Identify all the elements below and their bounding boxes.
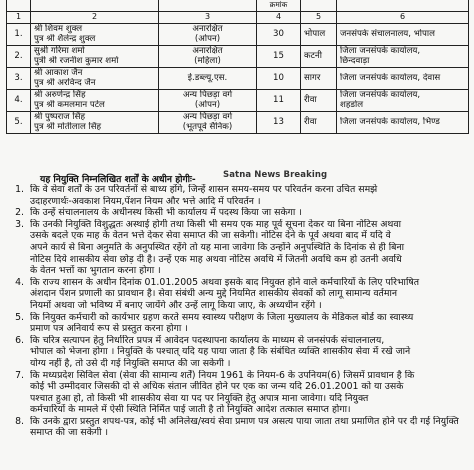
condition-clause xyxy=(2,416,470,439)
clause-text xyxy=(30,370,470,416)
clause-line: कि नियुक्त कर्मचारी को कार्यभार ग्रहण करते समय स्वास्थ्य परीक्षण के जिला मुख्यालय के मेडिकल बोर्ड का स्वास्थ्य xyxy=(30,311,414,323)
merit-number: 11 xyxy=(273,94,284,105)
place-text: रीवा xyxy=(304,94,317,105)
serial-cell xyxy=(7,111,31,133)
name-line-1: सुश्री गरिमा शर्मा xyxy=(34,45,85,56)
conditions-heading: यह नियुक्ति निम्नलिखित शर्तों के अधीन होगीः- xyxy=(40,174,196,185)
table-number-header-row xyxy=(7,11,469,23)
category-line-2: (ओपन) xyxy=(194,100,221,110)
top-header-cell xyxy=(301,0,337,11)
top-header-cell xyxy=(7,0,31,11)
name-cell xyxy=(31,23,159,45)
clause-line: कोई भी उम्मीदवार जिसकी दो से अधिक संतान जीवित होने पर एक का जन्म यदि 26.01.2001 को या उसके xyxy=(30,381,404,393)
merit-number: 30 xyxy=(273,28,284,39)
office-line-1: जिला जनसंपर्क कार्यालय, xyxy=(340,45,421,56)
category-line-1: अनारक्षित xyxy=(192,45,223,56)
name-cell xyxy=(31,67,159,89)
category-line-1: अन्य पिछड़ा वर्ग xyxy=(182,111,233,122)
name-line-1: श्री पुष्पराज सिंह xyxy=(34,111,86,122)
condition-clause xyxy=(2,219,470,277)
clause-line: कि उनके द्वारा प्रस्तुत शपथ-पत्र, कोई भी अनिलेख/स्वयं सेवा प्रमाण पत्र असत्य पाया जाता तथा प्रमाणित होने पर दी गई नियुक्ति xyxy=(30,415,459,427)
table-top-header-row xyxy=(7,0,469,11)
table-row xyxy=(7,111,469,133)
category-cell xyxy=(159,23,257,45)
condition-clause xyxy=(2,335,470,370)
condition-clause xyxy=(2,184,470,207)
clause-number: 2. xyxy=(15,207,24,219)
category-line-2: (महिला) xyxy=(194,56,221,66)
category-cell xyxy=(159,89,257,111)
office-line-1: जिला जनसंपर्क कार्यालय, xyxy=(340,89,421,100)
clause-line: कि राज्य शासन के अधीन दिनांक 01.01.2005 अथवा इसके बाद नियुक्त होने वाले कर्मचारियों के लिए परिभाषित xyxy=(30,276,420,288)
clause-line: कि उनकी नियुक्ति विशुद्धतः अस्थाई होगी तथा किसी भी समय एक माह पूर्व सूचना देकर या बिना नोटिस अथवा xyxy=(30,218,401,230)
appointment-table xyxy=(6,0,469,134)
clause-line: कि मध्यप्रदेश सिविल सेवा (सेवा की सामान्य शर्तें) नियम 1961 के नियम-6 के उपनियम(6) जिसमें प्रावधान है कि xyxy=(30,369,415,381)
clause-text xyxy=(30,219,470,277)
office-cell xyxy=(337,89,469,111)
condition-clause xyxy=(2,370,470,416)
name-line-1: श्री आकाश जैन xyxy=(34,67,83,78)
clause-line: उसके बदले एक माह के वेतन भत्ते देकर सेवा समाप्त की जा सकेगी। नोटिस देने के पूर्व अथवा बाद में यदि वे xyxy=(30,230,391,242)
clause-line: भोपाल को भेजना होगा । नियुक्ति के पश्चात् यदि यह पाया जाता है कि संबंधित व्यक्ति शासकीय सेवा में रखे जाने xyxy=(30,346,411,358)
clause-line: कि चरित्र सत्यापन हेतु निर्धारित प्रपत्र में आवेदन पदस्थापना कार्यालय के माध्यम से जनसंपर्क संचालनालय, xyxy=(30,334,385,346)
name-cell xyxy=(31,89,159,111)
clause-number: 3. xyxy=(15,218,24,230)
clause-text xyxy=(30,312,470,335)
clause-line: कर्मचारियों के मामले में ऐसी स्थिति निर्मित पाई जाती है तो नियुक्ति आदेश तत्काल समाप्त होगा। xyxy=(30,404,351,416)
top-header-cell xyxy=(159,0,257,11)
serial-number: 4. xyxy=(14,94,23,105)
office-line-1: जनसंपर्क संचालनालय, भोपाल xyxy=(340,28,435,39)
place-cell xyxy=(301,45,337,67)
office-line-2: शहडोल xyxy=(340,100,364,110)
clause-number: 7. xyxy=(15,369,24,381)
category-cell xyxy=(159,67,257,89)
place-text: सागर xyxy=(304,72,321,83)
condition-clause xyxy=(2,207,470,219)
conditions-list xyxy=(2,184,470,439)
category-line-1: ई.डब्ल्यू.एस. xyxy=(187,72,228,83)
merit-cell xyxy=(257,45,301,67)
category-cell xyxy=(159,111,257,133)
name-line-1: श्री अरुणेन्द्र सिंह xyxy=(34,89,86,100)
office-cell xyxy=(337,23,469,45)
clause-number: 8. xyxy=(15,415,24,427)
top-header-cell: क्रमांक xyxy=(257,0,301,11)
place-cell xyxy=(301,89,337,111)
name-line-2: पुत्र श्री मोतीलाल सिंह xyxy=(34,122,102,132)
place-cell xyxy=(301,23,337,45)
clause-line: अपने कार्य से बिना अनुमति के अनुपस्थित रहेंगे तो यह माना जावेगा कि उन्होंने अनुपस्थिति के दिनांक से ही बिना xyxy=(30,241,405,253)
office-cell xyxy=(337,45,469,67)
column-number: 6 xyxy=(337,11,469,23)
clause-line: पश्चात हुआ हो, तो किसी भी शासकीय सेवा या पद पर नियुक्ति हेतु अपात्र माना जावेगा। यदि नियुक्त xyxy=(30,392,369,404)
office-line-2: छिन्दवाड़ा xyxy=(340,56,370,66)
clause-line: कि उन्हें संचालनालय के अधीनस्थ किसी भी कार्यालय में पदस्थ किया जा सकेगा । xyxy=(30,207,302,219)
clause-number: 5. xyxy=(15,311,24,323)
merit-number: 13 xyxy=(273,116,284,127)
clause-line: उदाहरणार्थः-अवकाश नियम,पेंशन नियम और भत्ते आदि में परिवर्तन । xyxy=(30,195,261,207)
serial-number: 3. xyxy=(14,72,23,83)
clause-line: कि वे सेवा शर्तों के उन परिवर्तनों से बाध्य होंगे, जिन्हें शासन समय-समय पर परिवर्तन करना उचित समझे xyxy=(30,184,378,195)
category-cell xyxy=(159,45,257,67)
clause-line: योग्य नहीं है, तो उसे दी गई नियुक्ति समाप्त की जा सकेगी । xyxy=(30,357,231,369)
serial-cell xyxy=(7,23,31,45)
watermark-text: Satna News Breaking xyxy=(223,170,328,180)
clause-line: अंशदान पेंशन प्रणाली का प्रावधान है। सेवा संबंधी अन्य मुद्दे नियमित शासकीय सेवकों को लागू सामान्य वर्तमान xyxy=(30,288,398,300)
name-line-2: पुत्र श्री कमलमान पटेल xyxy=(34,100,105,110)
column-number: 5 xyxy=(301,11,337,23)
clause-text xyxy=(30,184,470,207)
condition-clause xyxy=(2,277,470,312)
office-cell xyxy=(337,111,469,133)
serial-number: 1. xyxy=(14,28,23,39)
clause-number: 6. xyxy=(15,334,24,346)
clause-line: के वेतन भत्तों का भुगतान करना होगा । xyxy=(30,265,161,277)
category-line-1: अनारक्षित xyxy=(192,23,223,34)
clause-text xyxy=(30,416,470,439)
column-number: 1 xyxy=(7,11,31,23)
table-row xyxy=(7,45,469,67)
merit-cell xyxy=(257,111,301,133)
place-text: कटनी xyxy=(304,50,322,61)
merit-number: 10 xyxy=(273,72,284,83)
name-line-1: श्री शिवम शुक्ल xyxy=(34,23,83,34)
place-cell xyxy=(301,67,337,89)
merit-number: 15 xyxy=(273,50,284,61)
clause-text xyxy=(30,277,470,312)
name-cell xyxy=(31,45,159,67)
merit-cell xyxy=(257,23,301,45)
top-header-cell xyxy=(31,0,159,11)
table-row xyxy=(7,23,469,45)
top-header-cell xyxy=(337,0,469,11)
serial-number: 5. xyxy=(14,116,23,127)
category-line-2: (भूतपूर्व सैनिक) xyxy=(182,122,233,132)
office-line-1: जिला जनसंपर्क कार्यालय, देवास xyxy=(340,72,441,83)
office-cell xyxy=(337,67,469,89)
place-cell xyxy=(301,111,337,133)
clause-line: नोटिस दिये शासकीय सेवा छोड़ दी है। उन्हें एक माह अथवा नोटिस अवधि में जितनी अवधि कम हो उतनी अवधि xyxy=(30,253,402,265)
category-line-2: (ओपन) xyxy=(194,34,221,44)
merit-cell xyxy=(257,67,301,89)
clause-line: समाप्त की जा सकेगी । xyxy=(30,427,109,439)
place-text: भोपाल xyxy=(304,28,326,39)
clause-number: 1. xyxy=(15,184,24,195)
column-number: 4 xyxy=(257,11,301,23)
serial-cell xyxy=(7,89,31,111)
clause-line: नियमों अथवा जो भविष्य में बनाए जायेंगे और उन्हें लागू किया जाए, के अध्यधीन रहेंगे । xyxy=(30,299,322,311)
column-number: 2 xyxy=(31,11,159,23)
name-line-2: पुत्री श्री रजनीश कुमार शर्मा xyxy=(34,56,119,66)
name-line-2: पुत्र श्री शैलेन्द्र शुक्ल xyxy=(34,34,96,44)
serial-number: 2. xyxy=(14,50,23,61)
merit-cell xyxy=(257,89,301,111)
condition-clause xyxy=(2,312,470,335)
place-text: रीवा xyxy=(304,116,317,127)
serial-cell xyxy=(7,45,31,67)
name-cell xyxy=(31,111,159,133)
clause-text xyxy=(30,207,470,219)
clause-line: प्रमाण पत्र अनिवार्य रूप से प्रस्तुत करना होगा । xyxy=(30,323,188,335)
column-number: 3 xyxy=(159,11,257,23)
clause-text xyxy=(30,335,470,370)
office-line-1: जिला जनसंपर्क कार्यालय, भिण्ड xyxy=(340,116,440,127)
table-row xyxy=(7,67,469,89)
serial-cell xyxy=(7,67,31,89)
name-line-2: पुत्र श्री अरविन्द जैन xyxy=(34,78,96,88)
clause-number: 4. xyxy=(15,276,24,288)
category-line-1: अन्य पिछड़ा वर्ग xyxy=(182,89,233,100)
table-row xyxy=(7,89,469,111)
